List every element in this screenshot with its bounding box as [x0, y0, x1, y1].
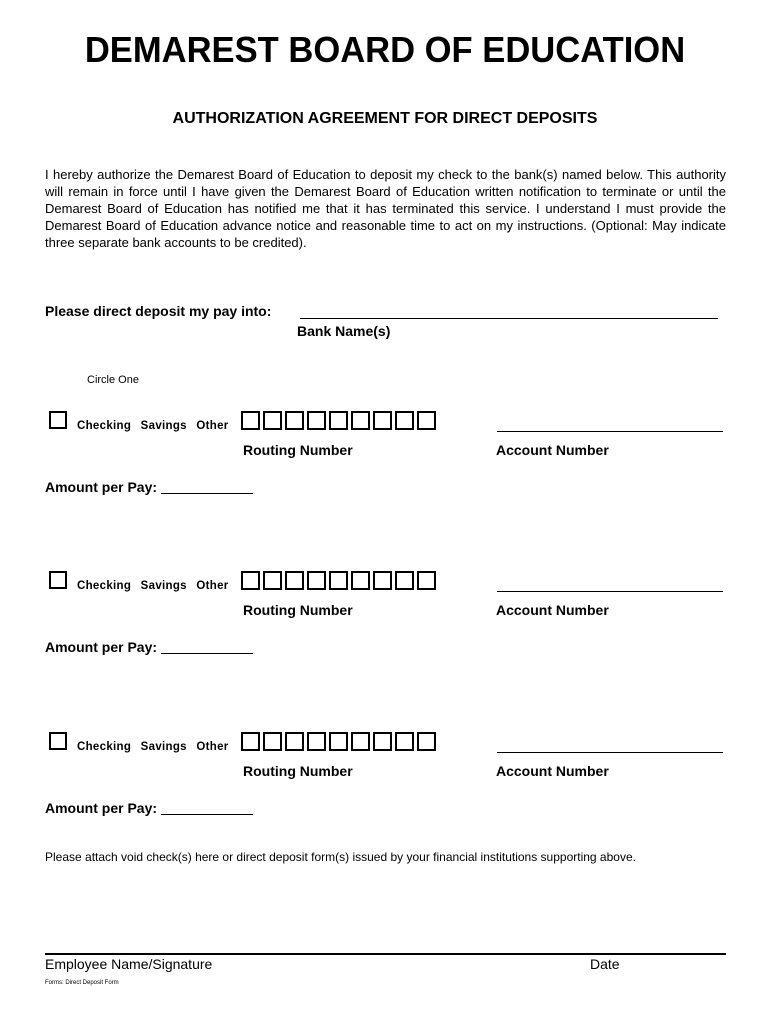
- routing-digit-box[interactable]: [351, 571, 370, 590]
- routing-digit-box[interactable]: [395, 571, 414, 590]
- routing-digit-box[interactable]: [329, 411, 348, 430]
- account-1-amount-label: Amount per Pay:: [45, 479, 158, 495]
- circle-one-note: Circle One: [87, 374, 139, 386]
- routing-digit-box[interactable]: [285, 411, 304, 430]
- account-3-checkbox[interactable]: [49, 732, 67, 750]
- account-2-type-savings[interactable]: Savings: [140, 580, 187, 592]
- routing-digit-box[interactable]: [351, 411, 370, 430]
- account-2-routing-boxes[interactable]: [241, 571, 436, 590]
- account-3-account-label: Account Number: [496, 763, 609, 779]
- routing-digit-box[interactable]: [285, 571, 304, 590]
- account-1-routing-boxes[interactable]: [241, 411, 436, 430]
- bank-name-label: Bank Name(s): [297, 323, 391, 339]
- form-footer: Forms: Direct Deposit Form: [45, 980, 119, 986]
- account-3-type-other[interactable]: Other: [196, 741, 229, 753]
- account-3-amount: [45, 800, 253, 816]
- authorization-paragraph: [45, 166, 726, 251]
- account-1-checkbox[interactable]: [49, 411, 67, 429]
- routing-digit-box[interactable]: [329, 571, 348, 590]
- routing-digit-box[interactable]: [417, 571, 436, 590]
- routing-digit-box[interactable]: [241, 571, 260, 590]
- routing-digit-box[interactable]: [241, 732, 260, 751]
- account-2-checkbox[interactable]: [49, 571, 67, 589]
- account-3-number-field[interactable]: [497, 752, 723, 753]
- document-title: DEMAREST BOARD OF EDUCATION: [84, 29, 686, 70]
- account-1-type-savings[interactable]: Savings: [140, 420, 187, 432]
- account-3-amount-field[interactable]: [161, 814, 253, 815]
- direct-deposit-label: Please direct deposit my pay into:: [45, 303, 272, 319]
- account-2-routing-label: Routing Number: [243, 602, 353, 618]
- account-1-type-checking[interactable]: Checking: [77, 420, 132, 432]
- account-1-routing-label: Routing Number: [243, 442, 353, 458]
- account-3-amount-label: Amount per Pay:: [45, 800, 158, 816]
- routing-digit-box[interactable]: [241, 411, 260, 430]
- routing-digit-box[interactable]: [307, 732, 326, 751]
- account-2-number-field[interactable]: [497, 591, 723, 592]
- account-3-routing-boxes[interactable]: [241, 732, 436, 751]
- account-2-amount-label: Amount per Pay:: [45, 639, 158, 655]
- routing-digit-box[interactable]: [307, 571, 326, 590]
- authorization-text: I hereby authorize the Demarest Board of Education to deposit my check to the bank(s) named below. This authority will remain in force until I have given the Demarest Board of Education written notification to terminate or until the Demarest Board of Education has notified me that it has terminated this service. I understand I must provide the Demarest Board of Education advance notice and reasonable time to act on my instructions. (Optional: May indicate three separate bank accounts to be credited).: [45, 167, 726, 250]
- account-1-number-field[interactable]: [497, 431, 723, 432]
- routing-digit-box[interactable]: [395, 732, 414, 751]
- document-subtitle: AUTHORIZATION AGREEMENT FOR DIRECT DEPOSITS: [172, 110, 598, 127]
- account-2-type-other[interactable]: Other: [196, 580, 229, 592]
- account-1-account-label: Account Number: [496, 442, 609, 458]
- account-3-routing-label: Routing Number: [243, 763, 353, 779]
- attach-note: Please attach void check(s) here or direct deposit form(s) issued by your financial institutions supporting above.: [45, 850, 636, 864]
- routing-digit-box[interactable]: [285, 732, 304, 751]
- account-1-types[interactable]: [77, 420, 235, 432]
- bank-name-field[interactable]: [300, 318, 718, 319]
- routing-digit-box[interactable]: [307, 411, 326, 430]
- routing-digit-box[interactable]: [329, 732, 348, 751]
- signature-line[interactable]: [45, 953, 726, 955]
- routing-digit-box[interactable]: [263, 411, 282, 430]
- routing-digit-box[interactable]: [395, 411, 414, 430]
- routing-digit-box[interactable]: [373, 732, 392, 751]
- routing-digit-box[interactable]: [417, 411, 436, 430]
- account-3-type-savings[interactable]: Savings: [140, 741, 187, 753]
- employee-signature-label: Employee Name/Signature: [45, 956, 213, 972]
- routing-digit-box[interactable]: [373, 571, 392, 590]
- date-label: Date: [590, 956, 620, 972]
- account-2-account-label: Account Number: [496, 602, 609, 618]
- account-2-amount: [45, 639, 253, 655]
- account-2-type-checking[interactable]: Checking: [77, 580, 132, 592]
- account-1-amount-field[interactable]: [161, 493, 253, 494]
- account-2-amount-field[interactable]: [161, 653, 253, 654]
- routing-digit-box[interactable]: [263, 732, 282, 751]
- account-1-amount: [45, 479, 253, 495]
- routing-digit-box[interactable]: [417, 732, 436, 751]
- account-3-types[interactable]: [77, 741, 235, 753]
- account-1-type-other[interactable]: Other: [196, 420, 229, 432]
- routing-digit-box[interactable]: [351, 732, 370, 751]
- routing-digit-box[interactable]: [373, 411, 392, 430]
- routing-digit-box[interactable]: [263, 571, 282, 590]
- account-3-type-checking[interactable]: Checking: [77, 741, 132, 753]
- account-2-types[interactable]: [77, 580, 235, 592]
